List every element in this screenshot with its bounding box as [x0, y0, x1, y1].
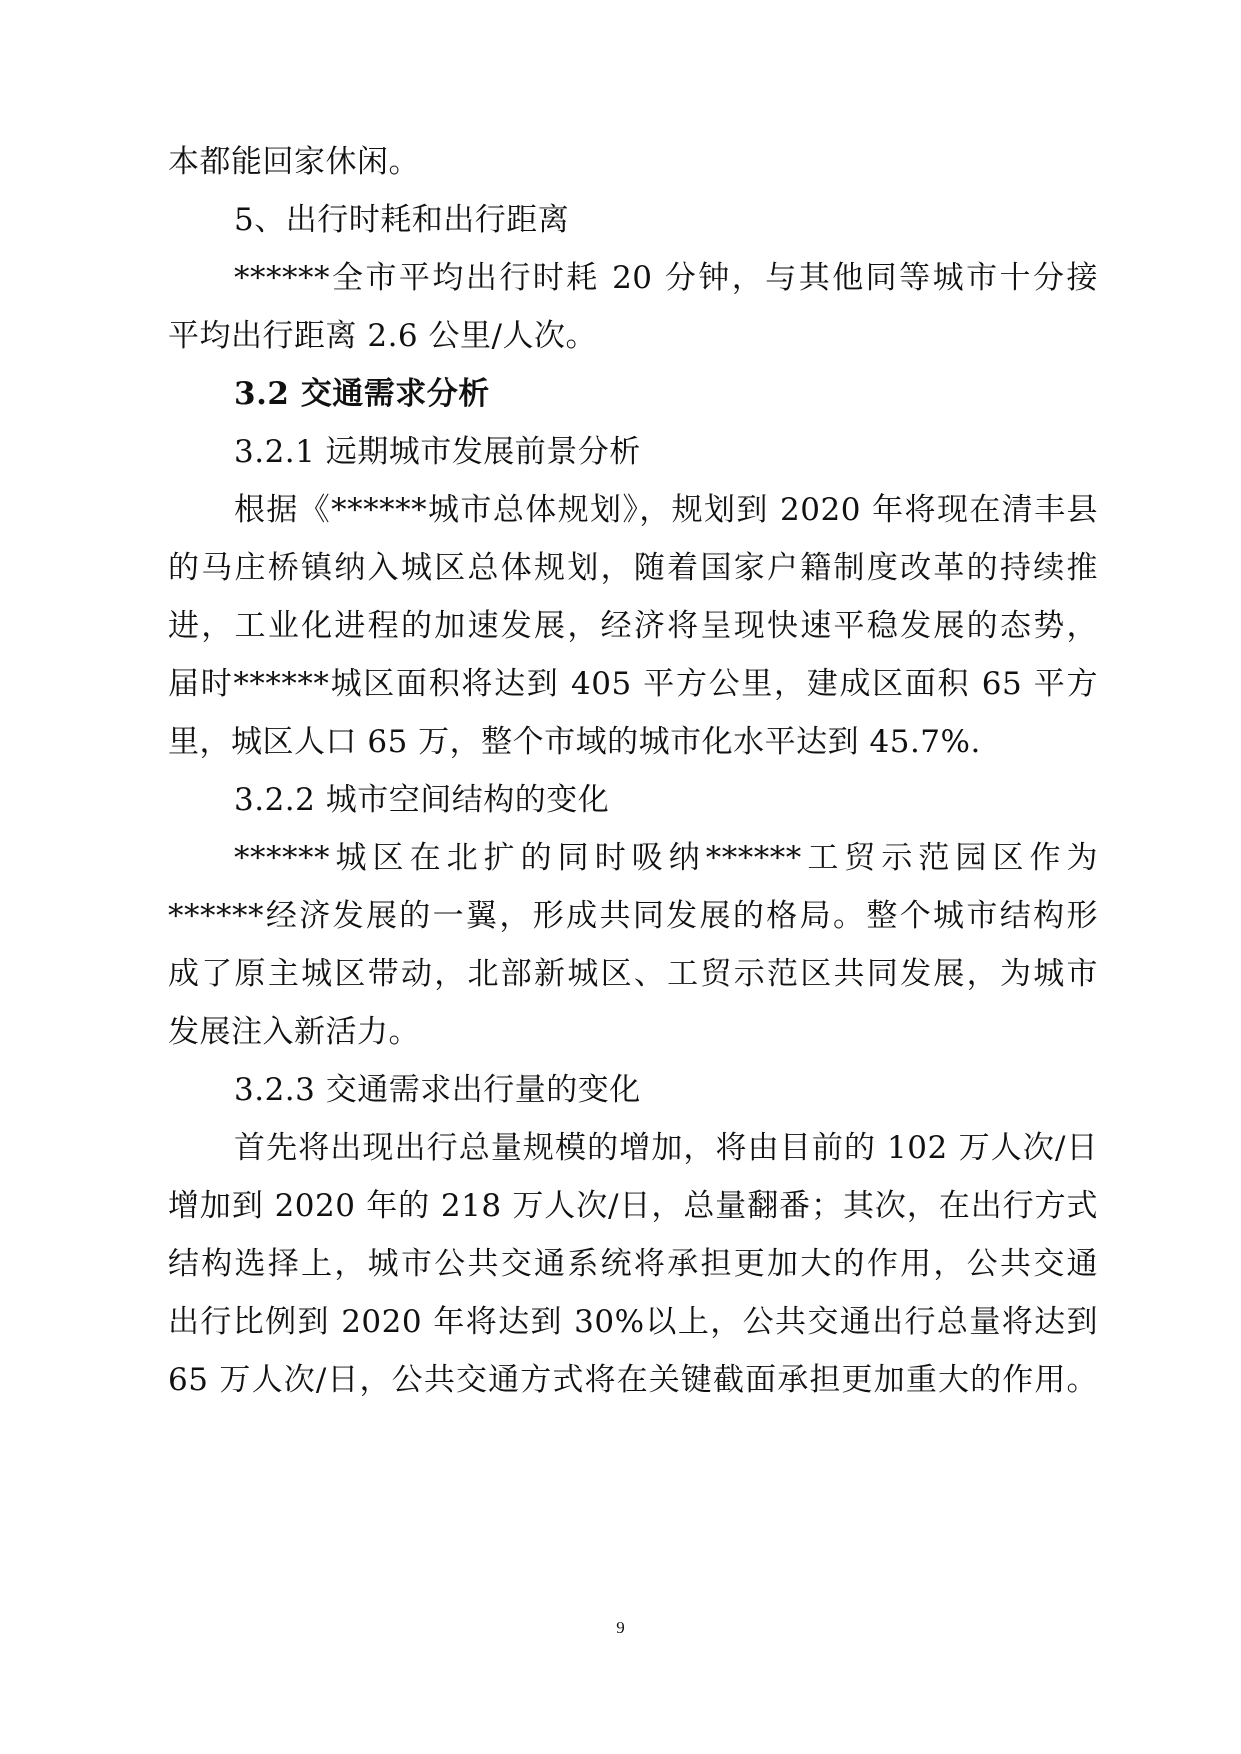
text-line: 平均出行距离 2.6 公里/人次。	[168, 318, 597, 354]
text-line: ******城区在北扩的同时吸纳******工贸示范园区作为	[234, 840, 1098, 876]
text-line: 发展注入新活力。	[168, 1014, 420, 1050]
text-line: ******全市平均出行时耗 20 分钟，与其他同等城市十分接	[234, 260, 1098, 296]
subsection-heading: 3.2.1 远期城市发展前景分析	[234, 434, 641, 470]
text-line: 的马庄桥镇纳入城区总体规划，随着国家户籍制度改革的持续推	[168, 550, 1098, 586]
section-heading: 3.2 交通需求分析	[234, 376, 490, 412]
text-line: 根据《******城市总体规划》，规划到 2020 年将现在清丰县	[234, 492, 1098, 528]
text-line: 首先将出现出行总量规模的增加，将由目前的 102 万人次/日	[234, 1130, 1098, 1166]
section-heading: 5、出行时耗和出行距离	[234, 202, 570, 238]
page-number: 9	[616, 1618, 625, 1637]
text-line: ******经济发展的一翼，形成共同发展的格局。整个城市结构形	[168, 898, 1098, 934]
text-line: 成了原主城区带动，北部新城区、工贸示范区共同发展，为城市	[168, 956, 1098, 992]
text-line: 进，工业化进程的加速发展，经济将呈现快速平稳发展的态势，	[168, 608, 1098, 644]
text-line: 届时******城区面积将达到 405 平方公里，建成区面积 65 平方	[168, 666, 1098, 702]
text-line: 增加到 2020 年的 218 万人次/日，总量翻番；其次，在出行方式	[168, 1188, 1098, 1224]
subsection-heading: 3.2.2 城市空间结构的变化	[234, 782, 610, 818]
text-line: 65 万人次/日，公共交通方式将在关键截面承担更加重大的作用。	[168, 1362, 1098, 1398]
text-line: 里，城区人口 65 万，整个市域的城市化水平达到 45.7%.	[168, 724, 981, 760]
subsection-heading: 3.2.3 交通需求出行量的变化	[234, 1072, 641, 1108]
text-line: 本都能回家休闲。	[168, 144, 420, 180]
text-line: 结构选择上，城市公共交通系统将承担更加大的作用，公共交通	[168, 1246, 1098, 1282]
text-line: 出行比例到 2020 年将达到 30%以上，公共交通出行总量将达到	[168, 1304, 1098, 1340]
